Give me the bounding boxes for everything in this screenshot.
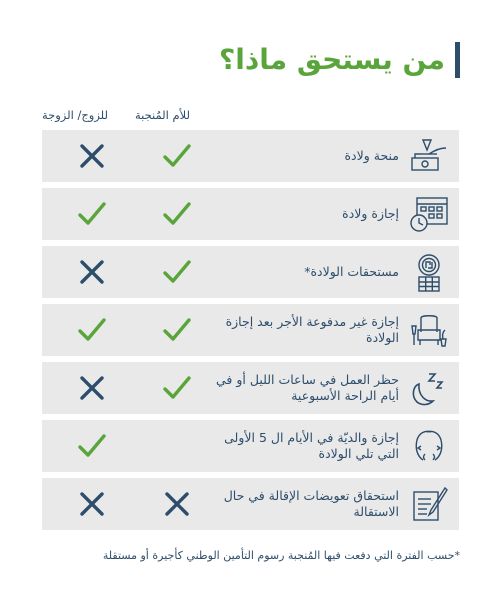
check-icon bbox=[77, 431, 107, 461]
cross-icon bbox=[77, 489, 107, 519]
page-title: من يستحق ماذا؟ bbox=[219, 43, 445, 76]
check-icon bbox=[162, 141, 192, 171]
table-row bbox=[42, 188, 459, 240]
calendar-clock-icon bbox=[409, 194, 449, 234]
footnote: *حسب الفترة التي دفعت فيها المُنجبة رسوم التأمين الوطني كأجيرة أو مستقلة bbox=[102, 549, 460, 562]
row-label: إجازة غير مدفوعة الأجر بعد إجازة الولادة bbox=[225, 314, 399, 345]
document-pen-icon bbox=[409, 484, 449, 524]
table-row bbox=[42, 478, 459, 530]
cross-icon bbox=[162, 489, 192, 519]
check-icon bbox=[162, 373, 192, 403]
check-icon bbox=[77, 315, 107, 345]
money-hand-icon bbox=[409, 136, 449, 176]
moon-sleep-icon bbox=[409, 368, 449, 408]
title-block bbox=[219, 42, 460, 78]
column-header-mother: للأم المُنجبة bbox=[134, 108, 190, 122]
row-label: حظر العمل في ساعات الليل أو في أيام الراحة الأسبوعية bbox=[216, 372, 399, 403]
table-row bbox=[42, 362, 459, 414]
two-faces-icon bbox=[409, 426, 449, 466]
table-row bbox=[42, 130, 459, 182]
cross-icon bbox=[77, 141, 107, 171]
row-label: استحقاق تعويضات الإقالة في حال الاستقالة bbox=[223, 488, 399, 519]
row-label: منحة ولادة bbox=[344, 148, 399, 163]
check-icon bbox=[162, 199, 192, 229]
cross-icon bbox=[77, 257, 107, 287]
row-label: إجازة والديّة في الأيام ال 5 الأولى التي تلي الولادة bbox=[224, 430, 399, 461]
coin-calculator-icon bbox=[409, 252, 449, 292]
title-accent-bar bbox=[455, 42, 460, 78]
table-row bbox=[42, 246, 459, 298]
column-header-spouse: للزوج/ الزوجة bbox=[41, 108, 108, 122]
check-icon bbox=[162, 315, 192, 345]
armchair-icon bbox=[409, 310, 449, 350]
cross-icon bbox=[77, 373, 107, 403]
table-row bbox=[42, 304, 459, 356]
check-icon bbox=[77, 199, 107, 229]
check-icon bbox=[162, 257, 192, 287]
row-label: إجازة ولادة bbox=[342, 206, 399, 221]
table-row bbox=[42, 420, 459, 472]
row-label: مستحقات الولادة* bbox=[304, 264, 399, 279]
